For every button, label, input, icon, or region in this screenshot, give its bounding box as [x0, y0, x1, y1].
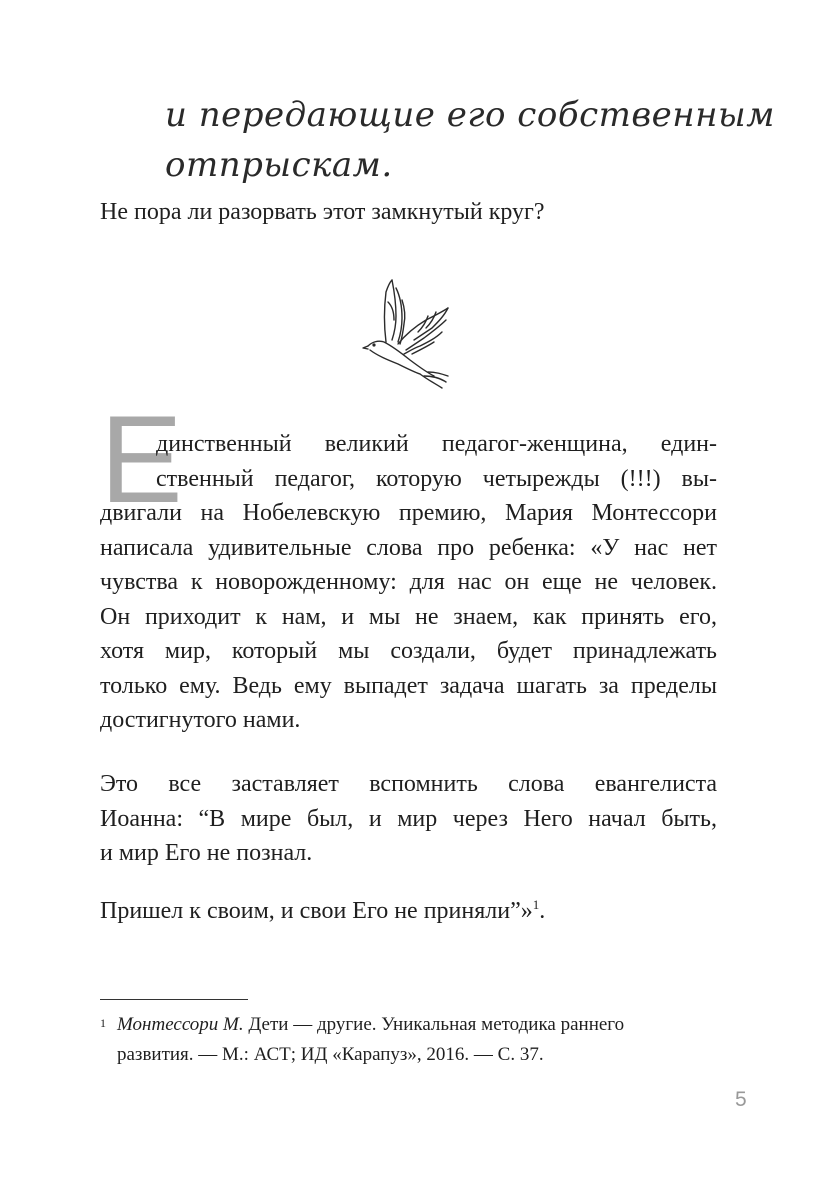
paragraph-line: двигали на Нобелевскую премию, Мария Монтессори: [100, 500, 717, 526]
handwritten-line-1: и передающие его собственным: [165, 95, 775, 135]
paragraph-line: хотя мир, который мы создали, будет принадлежать: [100, 638, 717, 664]
paragraph-line: Это все заставляет вспомнить слова евангелиста: [100, 771, 717, 797]
paragraph-line: динственный великий педагог-женщина, един-: [156, 431, 717, 457]
page-number: 5: [735, 1088, 747, 1111]
closing-text: Пришел к своим, и свои Его не приняли”»: [100, 898, 533, 924]
footnote-body: [117, 1010, 720, 1070]
footnote-line-1: [117, 1010, 720, 1040]
question-text: Не пора ли разорвать этот замкнутый круг?: [100, 199, 545, 225]
footnote: [100, 1010, 720, 1070]
handwritten-line-2: отпрыскам.: [165, 145, 393, 185]
paragraph-line: только ему. Ведь ему выпадет задача шагать за пределы: [100, 672, 717, 699]
paragraph-line: написала удивительные слова про ребенка: «У нас нет: [100, 534, 717, 561]
drop-cap: Е: [100, 391, 183, 529]
footnote-author: Монтессори М.: [117, 1014, 244, 1035]
footnote-divider: [100, 999, 248, 1000]
paragraph-line: чувства к новорожденному: для нас он еще не человек.: [100, 569, 717, 595]
paragraph-line: и мир Его не познал.: [100, 840, 313, 866]
footnote-line-2: развития. — М.: АСТ; ИД «Карапуз», 2016. — С. 37.: [117, 1044, 544, 1065]
paragraph-line: достигнутого нами.: [100, 707, 301, 733]
paragraph-line: Иоанна: “В мире был, и мир через Него начал быть,: [100, 805, 717, 832]
handwritten-quote: [165, 90, 775, 190]
evangelist-paragraph: [100, 767, 717, 871]
footnote-title: Дети — другие. Уникальная методика раннего: [243, 1014, 625, 1035]
footnote-number: 1: [100, 1016, 106, 1030]
footnote-reference[interactable]: 1: [532, 897, 540, 912]
dove-icon: [362, 276, 452, 392]
main-paragraph: [100, 427, 717, 738]
paragraph-line: [100, 894, 717, 929]
closing-paragraph: [100, 894, 717, 929]
paragraph-line: ственный педагог, которую четырежды (!!!) вы-: [156, 465, 717, 492]
closing-period: .: [539, 898, 546, 924]
paragraph-line: Он приходит к нам, и мы не знаем, как принять его,: [100, 603, 717, 630]
